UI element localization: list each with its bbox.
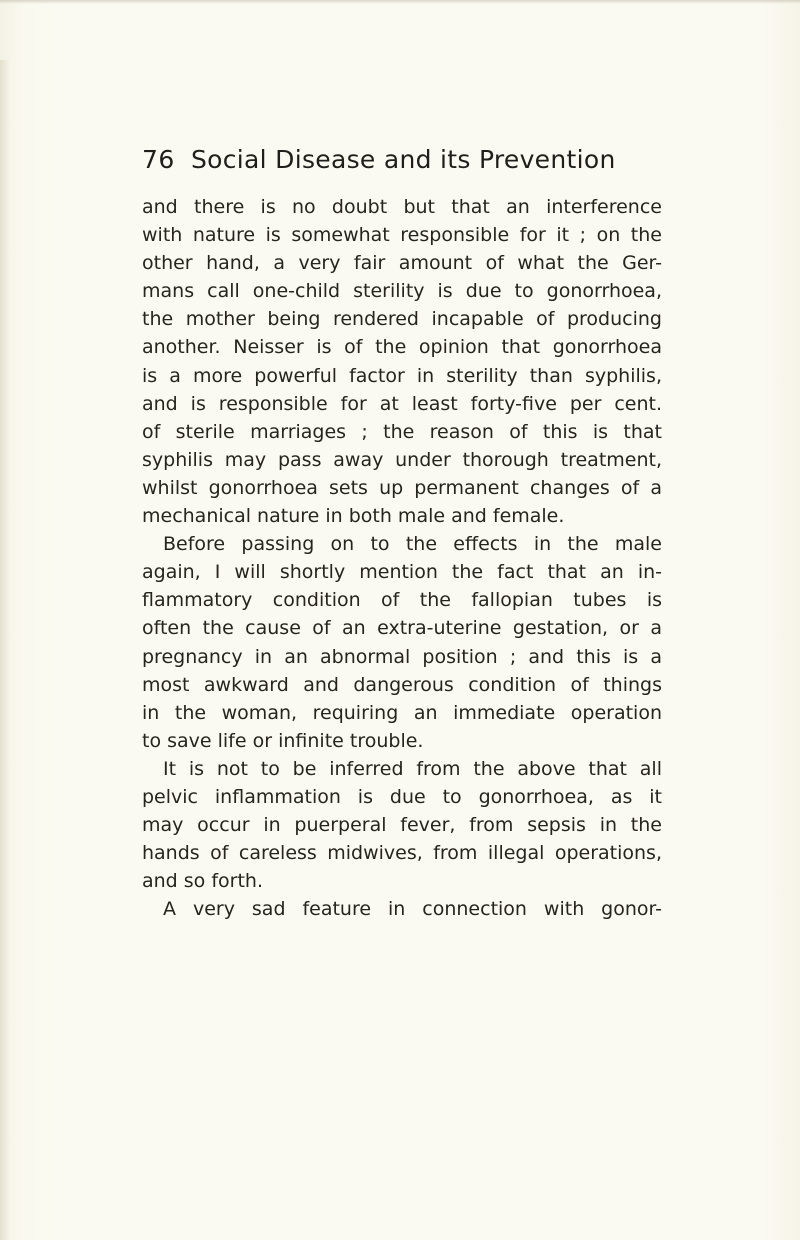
- running-title: Social Disease and its Prevention: [191, 145, 616, 174]
- body-text: [142, 193, 662, 923]
- text-line: and so forth.: [142, 870, 264, 893]
- text-line: most awkward and dangerous condition of things: [142, 673, 662, 696]
- text-line: of sterile marriages ; the reason of this is that: [142, 420, 662, 443]
- text-line: mechanical nature in both male and female.: [142, 505, 565, 528]
- text-line: again, I will shortly mention the fact that an in-: [142, 561, 662, 584]
- page-top-edge: [0, 0, 800, 4]
- text-line: with nature is somewhat responsible for it ; on the: [142, 224, 662, 247]
- page-header: [142, 140, 662, 180]
- text-line: mans call one-child sterility is due to gonorrhoea,: [142, 280, 662, 303]
- text-line: It is not to be inferred from the above that all: [163, 757, 662, 780]
- text-line: whilst gonorrhoea sets up permanent changes of a: [142, 476, 662, 499]
- text-line: syphilis may pass away under thorough treatment,: [142, 448, 662, 471]
- text-line: hands of careless midwives, from illegal operations,: [142, 842, 662, 865]
- text-line: A very sad feature in connection with gonor-: [163, 898, 662, 921]
- text-line: another. Neisser is of the opinion that gonorrhoea: [142, 336, 662, 359]
- text-line: often the cause of an extra-uterine gestation, or a: [142, 617, 662, 640]
- text-line: flammatory condition of the fallopian tubes is: [142, 589, 662, 612]
- text-line: in the woman, requiring an immediate operation: [142, 701, 662, 724]
- text-line: and is responsible for at least forty-five per cent.: [142, 392, 662, 415]
- page-number: 76: [142, 145, 175, 174]
- text-line: is a more powerful factor in sterility than syphilis,: [142, 364, 662, 387]
- text-line: other hand, a very fair amount of what the Ger-: [142, 252, 662, 275]
- text-line: pelvic inflammation is due to gonorrhoea, as it: [142, 785, 662, 808]
- text-line: to save life or infinite trouble.: [142, 729, 424, 752]
- text-line: and there is no doubt but that an interference: [142, 196, 662, 218]
- text-line: pregnancy in an abnormal position ; and this is a: [142, 645, 662, 668]
- text-line: may occur in puerperal fever, from sepsis in the: [142, 814, 662, 837]
- text-line: the mother being rendered incapable of producing: [142, 308, 662, 331]
- page-gutter-shadow: [0, 60, 10, 1240]
- text-line: Before passing on to the effects in the male: [163, 533, 662, 556]
